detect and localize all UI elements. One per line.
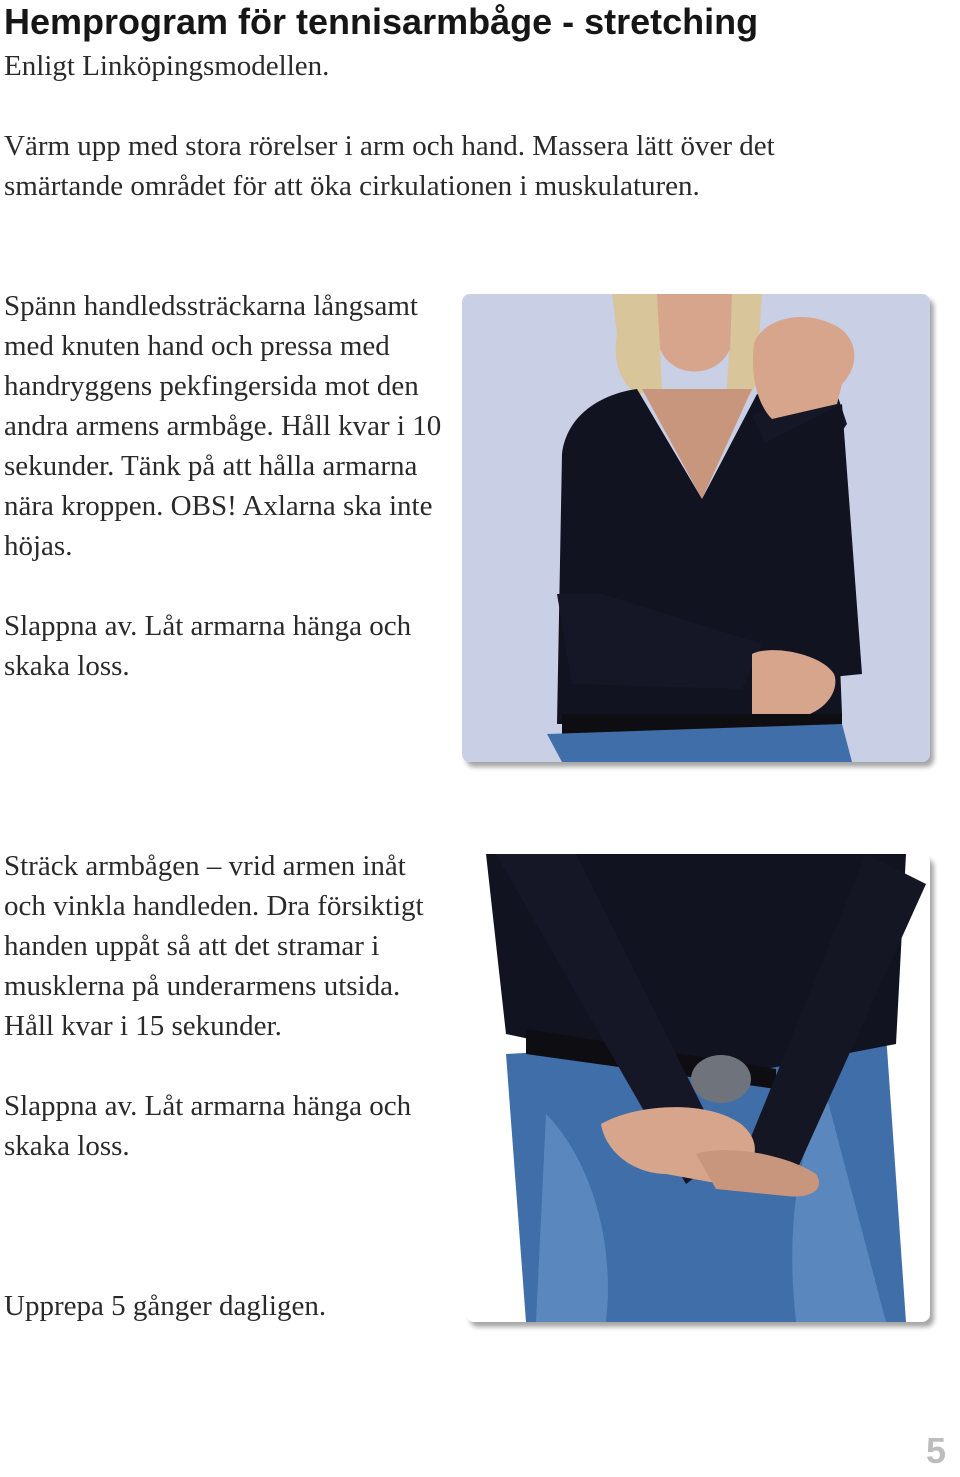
step2-relax: Slappna av. Låt armarna hänga och skaka loss.: [4, 1090, 412, 1162]
step2-photo-illustration: [466, 854, 930, 1322]
step1-photo: [462, 294, 930, 762]
intro-text: Värm upp med stora rörelser i arm och hand. Massera lätt över det smärtande området för att öka cirkulationen i muskulaturen.: [4, 130, 775, 202]
step1-instruction: Spänn handledssträckarna långsamt med knuten hand och pressa med handryggens pekfingersida mot den andra armens armbåge. Håll kvar i 10 sekunder. Tänk på att hålla armarna nära kroppen. OBS! Axlarna ska inte höjas.: [4, 290, 442, 562]
belt-buckle: [691, 1055, 751, 1103]
face: [657, 294, 732, 372]
step1-photo-illustration: [462, 294, 930, 762]
repeat-instruction: Upprepa 5 gånger dagligen.: [4, 1290, 327, 1322]
step2-photo: [466, 854, 930, 1322]
step1-text: [4, 286, 444, 686]
page-subtitle: Enligt Linköpingsmodellen.: [4, 50, 330, 82]
page-number: 5: [925, 1430, 946, 1471]
step2-text: [4, 846, 444, 1166]
step1-relax: Slappna av. Låt armarna hänga och skaka loss.: [4, 610, 412, 682]
page-title: Hemprogram för tennisarmbåge - stretching: [4, 1, 759, 42]
step2-instruction: Sträck armbågen – vrid armen inåt och vinkla handleden. Dra försiktigt handen uppåt så att det stramar i musklerna på underarmens utsida. Håll kvar i 15 sekunder.: [4, 850, 424, 1042]
